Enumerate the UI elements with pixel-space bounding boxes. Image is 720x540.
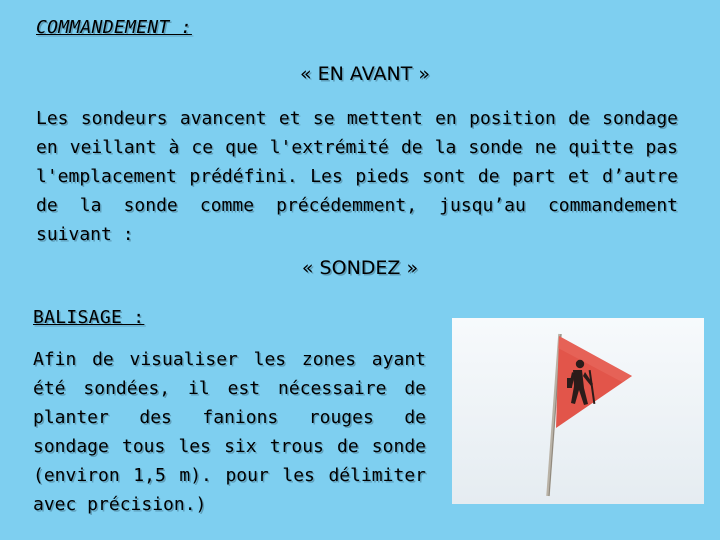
command-sondez: « SONDEZ » xyxy=(301,257,419,279)
heading-commandement: COMMANDEMENT : xyxy=(36,17,192,38)
heading-balisage: BALISAGE : xyxy=(33,307,145,328)
paragraph-en-avant: Les sondeurs avancent et se mettent en position de sondage en veillant à ce que l'extrémité de la sonde ne quitte pas l'emplacement prédéfini. Les pieds sont de part et d’autre de la sonde comme précédemment, jusqu’au commandement suivant : xyxy=(36,108,678,245)
paragraph-balisage: Afin de visualiser les zones ayant été sondées, il est nécessaire de planter des fanions rouges de sondage tous les six trous de sonde (environ 1,5 m). pour les délimiter avec précision.) xyxy=(33,349,426,515)
flag-photo xyxy=(452,318,704,504)
red-flag-icon xyxy=(452,318,704,504)
command-en-avant: « EN AVANT » xyxy=(300,63,430,85)
